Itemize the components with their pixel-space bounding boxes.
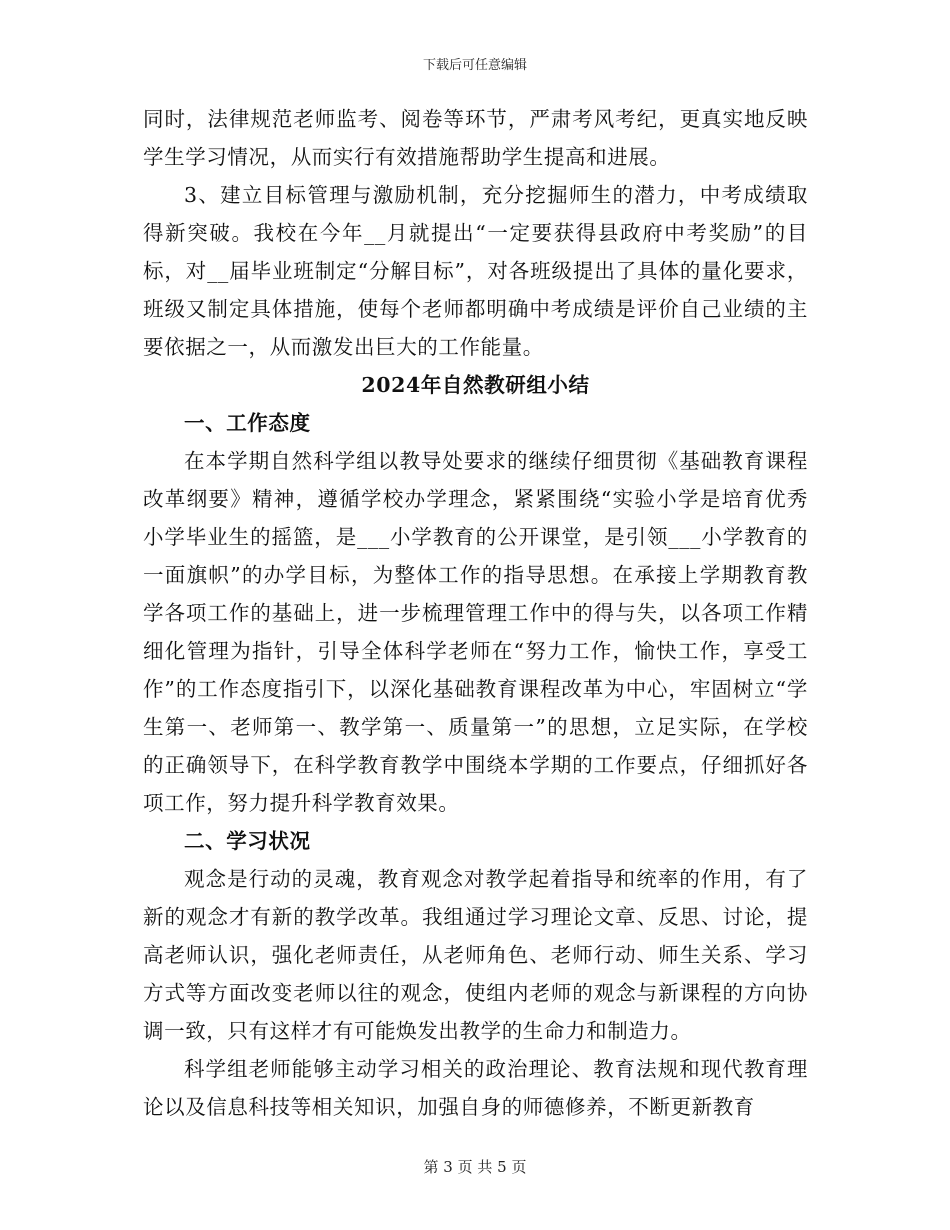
paragraph-continuation: 同时，法律规范老师监考、阅卷等环节，严肃考风考纪，更真实地反映学生学习情况，从而实行有效措施帮助学生提高和进展。: [143, 107, 808, 169]
heading-study-status: 二、学习状况: [184, 829, 311, 853]
page-footer: 第 3 页 共 5 页: [423, 1158, 527, 1176]
paragraph-teacher-study: 科学组老师能够主动学习相关的政治理论、教育法规和现代教育理论以及信息科技等相关知识，加强自身的师德修养，不断更新教育: [143, 1057, 808, 1119]
paragraph-concepts: 观念是行动的灵魂，教育观念对教学起着指导和统率的作用，有了新的观念才有新的教学改革。我组通过学习理论文章、反思、讨论，提高老师认识，强化老师责任，从老师角色、老师行动、师生关系、学习方式等方面改变老师以往的观念，使组内老师的观念与新课程的方向协调一致，只有这样才有可能焕发出教学的生命力和制造力。: [143, 867, 808, 1043]
section-title: 2024年自然教研组小结: [361, 373, 590, 397]
document-body: [143, 100, 808, 1126]
page-header: 下载后可任意编辑: [422, 58, 527, 73]
heading-work-attitude: 一、工作态度: [184, 411, 311, 435]
paragraph-work-attitude: 在本学期自然科学组以教导处要求的继续仔细贯彻《基础教育课程改革纲要》精神，遵循学校办学理念，紧紧围绕“实验小学是培育优秀小学毕业生的摇篮，是___小学教育的公开课堂，是引领___小学教育的一面旗帜”的办学目标，为整体工作的指导思想。在承接上学期教育教学各项工作的基础上，进一步梳理管理工作中的得与失，以各项工作精细化管理为指针，引导全体科学老师在“努力工作，愉快工作，享受工作”的工作态度指引下，以深化基础教育课程改革为中心，牢固树立“学生第一、老师第一、教学第一、质量第一”的思想，立足实际，在学校的正确领导下，在科学教育教学中围绕本学期的工作要点，仔细抓好各项工作，努力提升科学教育效果。: [143, 449, 808, 815]
paragraph-item-3: 3、建立目标管理与激励机制，充分挖掘师生的潜力，中考成绩取得新突破。我校在今年__月就提出“一定要获得县政府中考奖励”的目标，对__届毕业班制定“分解目标”，对各班级提出了具体的量化要求，班级又制定具体措施，使每个老师都明确中考成绩是评价自己业绩的主要依据之一，从而激发出巨大的工作能量。: [143, 183, 808, 359]
